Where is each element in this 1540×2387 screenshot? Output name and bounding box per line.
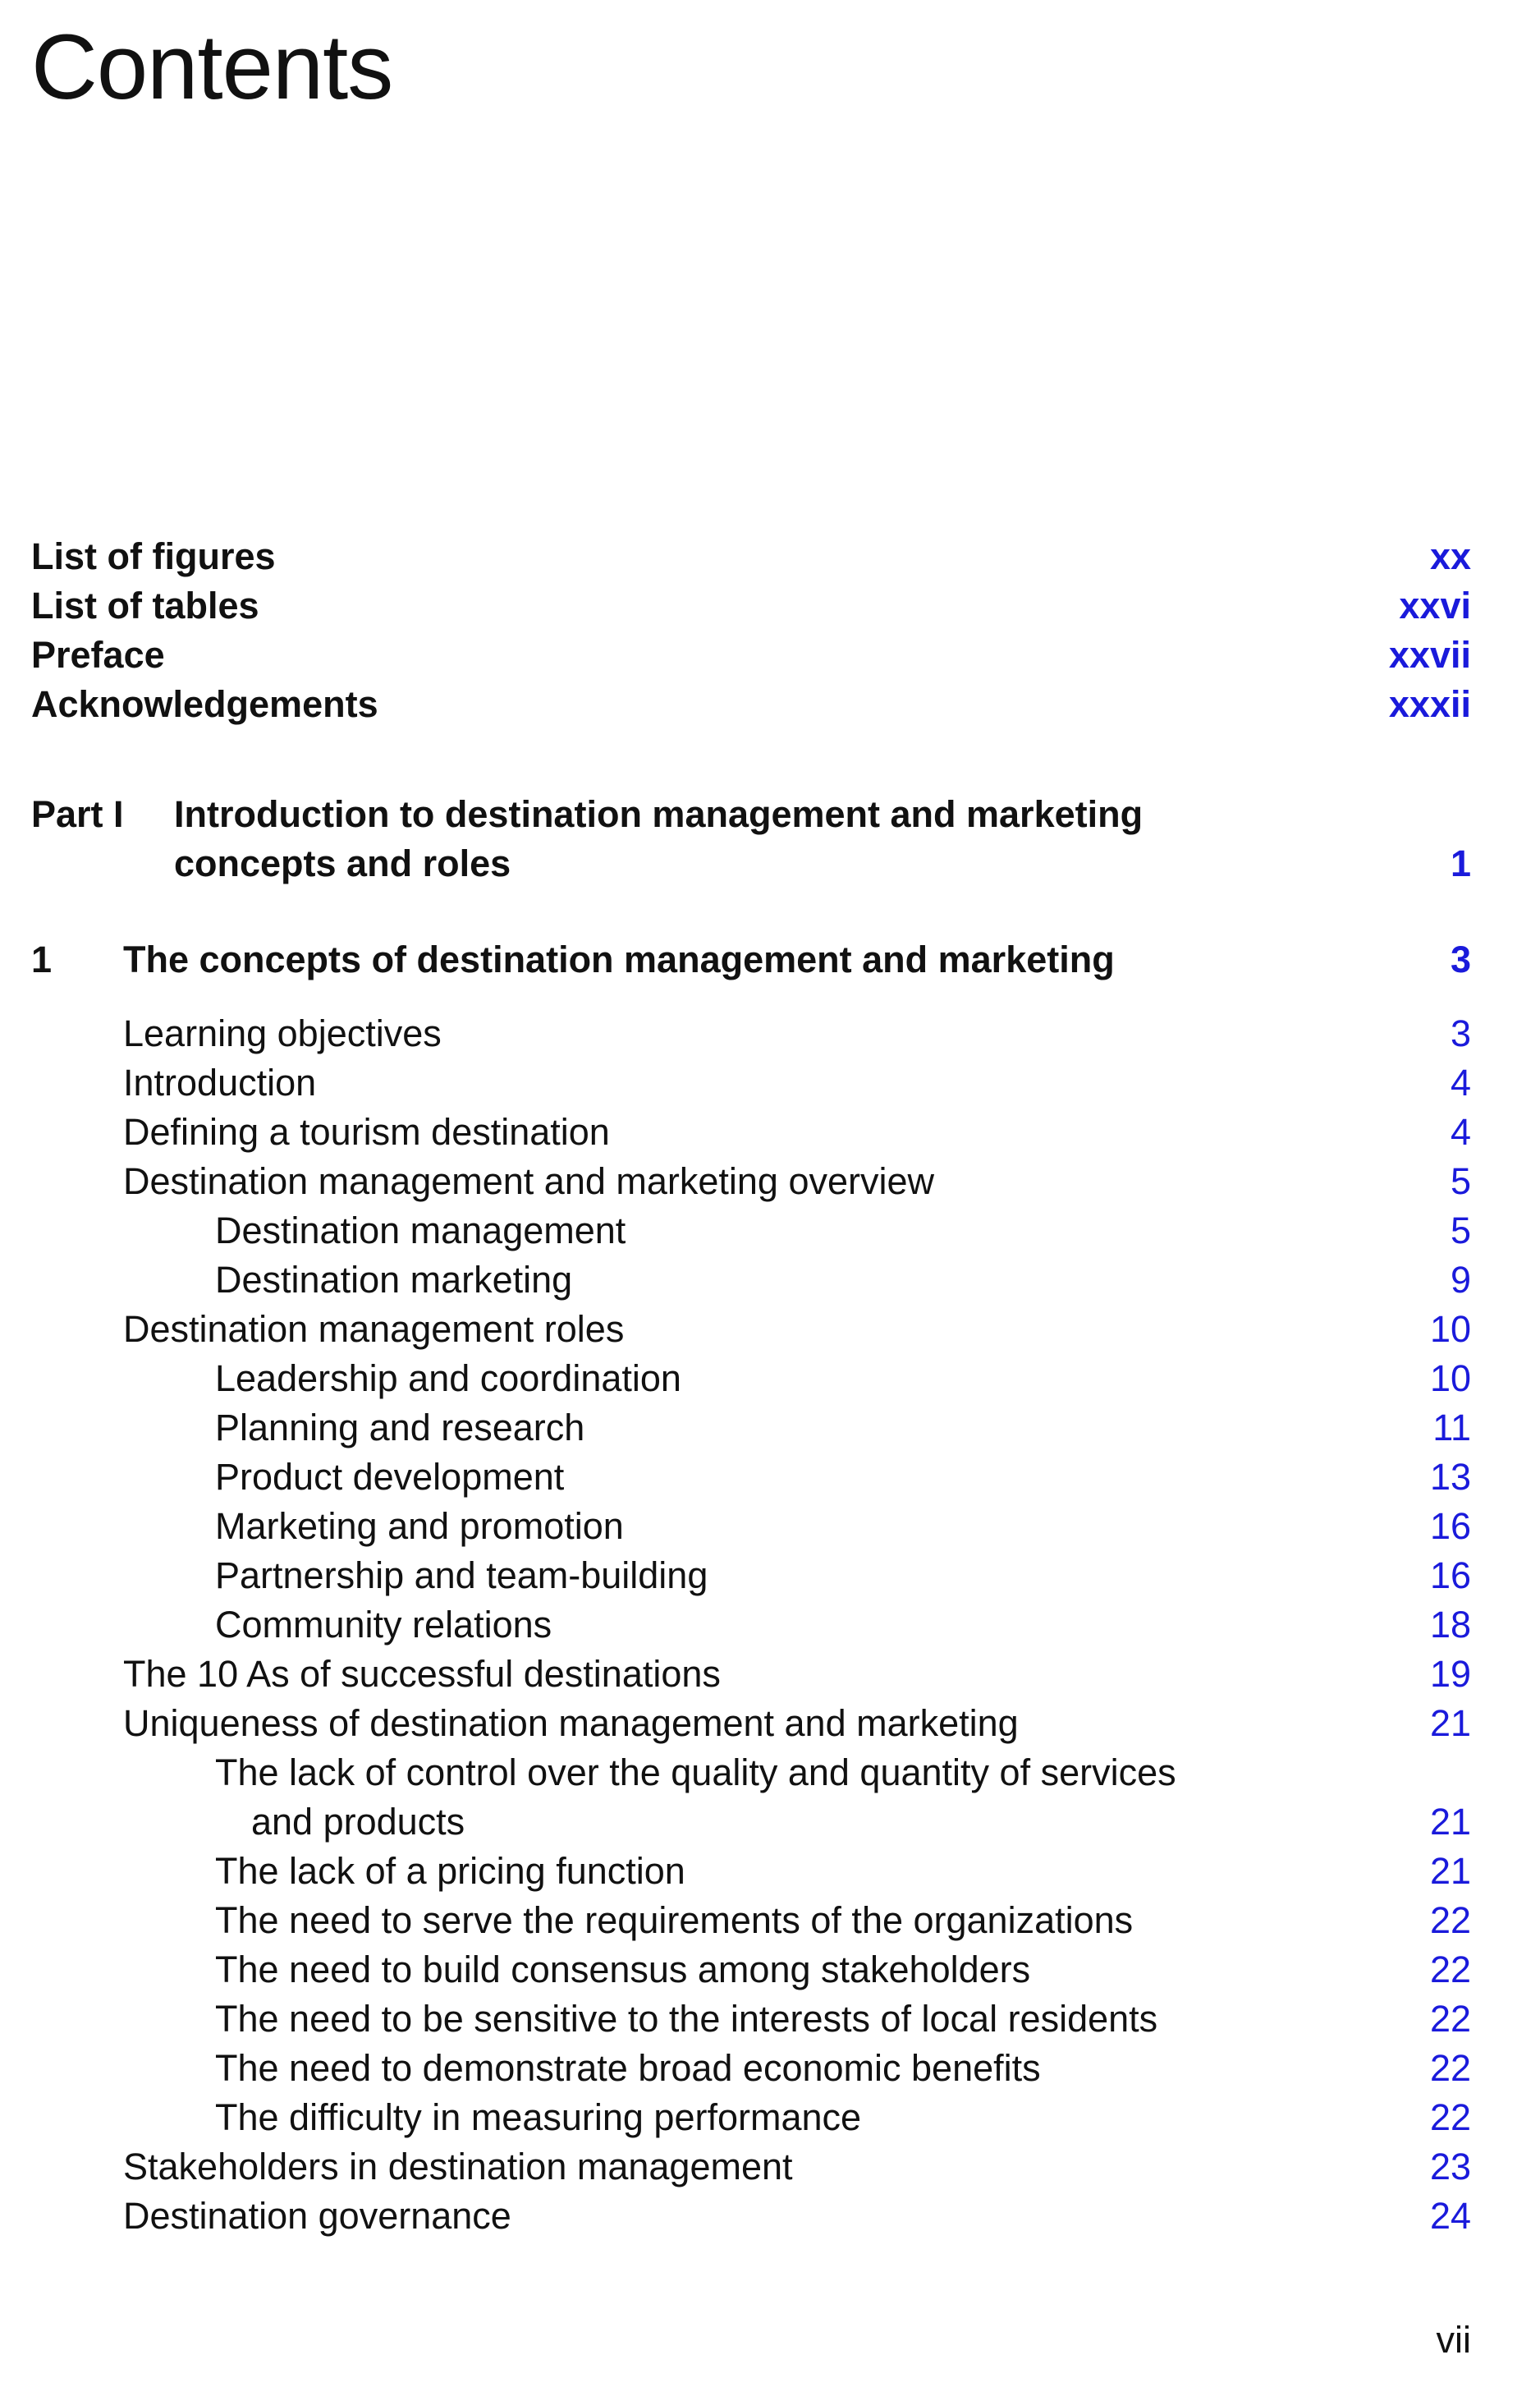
toc-entry[interactable] bbox=[0, 1157, 1540, 1206]
toc-entry-title: The need to build consensus among stakeholders bbox=[215, 1949, 1031, 1990]
toc-page-link[interactable]: 22 bbox=[1429, 2047, 1471, 2089]
toc-page-link[interactable]: 3 bbox=[1450, 939, 1471, 980]
toc-entry-title: and products bbox=[251, 1801, 465, 1843]
toc-subentry[interactable] bbox=[0, 2093, 1540, 2142]
toc-subentry[interactable] bbox=[0, 1354, 1540, 1403]
toc-entry-title: Acknowledgements bbox=[31, 683, 378, 725]
toc-page-link[interactable]: 18 bbox=[1429, 1604, 1471, 1646]
toc-entry-preface[interactable] bbox=[0, 631, 1540, 680]
toc-entry-title: Defining a tourism destination bbox=[123, 1111, 610, 1153]
toc-page-link[interactable]: 16 bbox=[1429, 1505, 1471, 1547]
toc-entry[interactable] bbox=[0, 1108, 1540, 1157]
toc-entry-acknowledgements[interactable] bbox=[0, 680, 1540, 729]
toc-subentry[interactable] bbox=[0, 1206, 1540, 1255]
toc-entry-title: Learning objectives bbox=[123, 1012, 442, 1054]
toc-page-link[interactable]: 1 bbox=[1450, 842, 1471, 884]
toc-subentry[interactable] bbox=[0, 2044, 1540, 2093]
toc-page-link[interactable]: 21 bbox=[1429, 1702, 1471, 1744]
page-title: Contents bbox=[31, 16, 393, 118]
toc-page-link[interactable]: 21 bbox=[1429, 1801, 1471, 1843]
toc-page-link[interactable]: xxxii bbox=[1388, 683, 1471, 725]
toc-page-link[interactable]: 24 bbox=[1429, 2195, 1471, 2237]
toc-page-link[interactable]: 4 bbox=[1450, 1062, 1471, 1104]
toc-entry-title: The lack of a pricing function bbox=[215, 1850, 685, 1892]
toc-subentry[interactable] bbox=[0, 1255, 1540, 1305]
toc-page-link[interactable]: 23 bbox=[1429, 2146, 1471, 2187]
toc-page-link[interactable]: 16 bbox=[1429, 1554, 1471, 1596]
toc-page-link[interactable]: 13 bbox=[1429, 1456, 1471, 1498]
toc-entry-chapter-1[interactable] bbox=[0, 935, 1540, 985]
toc-entry[interactable] bbox=[0, 1650, 1540, 1699]
toc-entry-title: Leadership and coordination bbox=[215, 1357, 681, 1399]
toc-page-link[interactable]: 4 bbox=[1450, 1111, 1471, 1153]
toc-entry-title: Marketing and promotion bbox=[215, 1505, 624, 1547]
toc-entry-title: Destination management bbox=[215, 1210, 626, 1251]
toc-page-link[interactable]: 11 bbox=[1432, 1407, 1471, 1448]
toc-entry-title: Destination management and marketing overview bbox=[123, 1160, 935, 1202]
toc-entry[interactable] bbox=[0, 1058, 1540, 1108]
toc-entry-title: The need to serve the requirements of the organizations bbox=[215, 1899, 1134, 1941]
toc-subentry[interactable] bbox=[0, 1995, 1540, 2044]
toc-page-link[interactable]: 10 bbox=[1429, 1308, 1471, 1350]
toc-entry-list-of-figures[interactable] bbox=[0, 532, 1540, 581]
toc-subentry-continuation[interactable] bbox=[0, 1797, 1540, 1847]
toc-page-link[interactable]: 22 bbox=[1429, 1949, 1471, 1990]
toc-entry[interactable] bbox=[0, 2142, 1540, 2192]
part-title-line-1: Introduction to destination management and marketing bbox=[174, 793, 1144, 835]
toc-entry-title: Destination governance bbox=[123, 2195, 511, 2237]
toc-entry-list-of-tables[interactable] bbox=[0, 581, 1540, 631]
toc-subentry[interactable] bbox=[0, 1453, 1540, 1502]
toc-subentry[interactable] bbox=[0, 1748, 1540, 1797]
toc-entry-title: Destination marketing bbox=[215, 1259, 573, 1301]
toc-entry[interactable] bbox=[0, 1699, 1540, 1748]
toc-entry-title: Preface bbox=[31, 634, 165, 676]
chapter-number: 1 bbox=[31, 939, 53, 980]
toc-subentry[interactable] bbox=[0, 1945, 1540, 1995]
chapter-title: The concepts of destination management and marketing bbox=[123, 939, 1115, 980]
part-label: Part I bbox=[31, 793, 124, 835]
toc-page-link[interactable]: 5 bbox=[1450, 1210, 1471, 1251]
toc-entry-part-1[interactable] bbox=[0, 839, 1540, 888]
toc-page-link[interactable]: xxvii bbox=[1388, 634, 1471, 676]
toc-entry-title: Uniqueness of destination management and marketing bbox=[123, 1702, 1019, 1744]
toc-entry-title: Community relations bbox=[215, 1604, 552, 1646]
toc-subentry[interactable] bbox=[0, 1896, 1540, 1945]
part-title-line-2: concepts and roles bbox=[174, 842, 511, 884]
toc-page-link[interactable]: 22 bbox=[1429, 2096, 1471, 2138]
toc-entry-title: The lack of control over the quality and quantity of services bbox=[215, 1751, 1176, 1793]
page-number: vii bbox=[1436, 2319, 1471, 2361]
toc-entry-title: Introduction bbox=[123, 1062, 317, 1104]
toc-entry-title: The need to be sensitive to the interests of local residents bbox=[215, 1998, 1158, 2040]
toc-page-link[interactable]: 10 bbox=[1429, 1357, 1471, 1399]
toc-entry-title: Partnership and team-building bbox=[215, 1554, 708, 1596]
toc-entry-title: Product development bbox=[215, 1456, 565, 1498]
toc-subentry[interactable] bbox=[0, 1847, 1540, 1896]
toc-entry-title: Planning and research bbox=[215, 1407, 585, 1448]
toc-page-link[interactable]: 3 bbox=[1450, 1012, 1471, 1054]
toc-page-link[interactable]: 22 bbox=[1429, 1899, 1471, 1941]
toc-entry-title: List of figures bbox=[31, 535, 276, 577]
toc-page-link[interactable]: xx bbox=[1429, 535, 1471, 577]
toc-entry-title: The need to demonstrate broad economic benefits bbox=[215, 2047, 1041, 2089]
toc-entry-title: The 10 As of successful destinations bbox=[123, 1653, 721, 1695]
toc-entry-title: Destination management roles bbox=[123, 1308, 625, 1350]
toc-entry-title: Stakeholders in destination management bbox=[123, 2146, 793, 2187]
toc-page-link[interactable]: 9 bbox=[1450, 1259, 1471, 1301]
toc-subentry[interactable] bbox=[0, 1502, 1540, 1551]
toc-entry[interactable] bbox=[0, 1009, 1540, 1058]
toc-entry-title: List of tables bbox=[31, 585, 259, 627]
toc-subentry[interactable] bbox=[0, 1403, 1540, 1453]
toc-subentry[interactable] bbox=[0, 1551, 1540, 1600]
toc-page-link[interactable]: 21 bbox=[1429, 1850, 1471, 1892]
toc-page-link[interactable]: 22 bbox=[1429, 1998, 1471, 2040]
toc-entry[interactable] bbox=[0, 2192, 1540, 2241]
toc-page-link[interactable]: 19 bbox=[1429, 1653, 1471, 1695]
toc-page-link[interactable]: 5 bbox=[1450, 1160, 1471, 1202]
toc-subentry[interactable] bbox=[0, 1600, 1540, 1650]
toc-page-link[interactable]: xxvi bbox=[1399, 585, 1471, 627]
toc-entry-title: The difficulty in measuring performance bbox=[215, 2096, 862, 2138]
toc-entry[interactable] bbox=[0, 1305, 1540, 1354]
